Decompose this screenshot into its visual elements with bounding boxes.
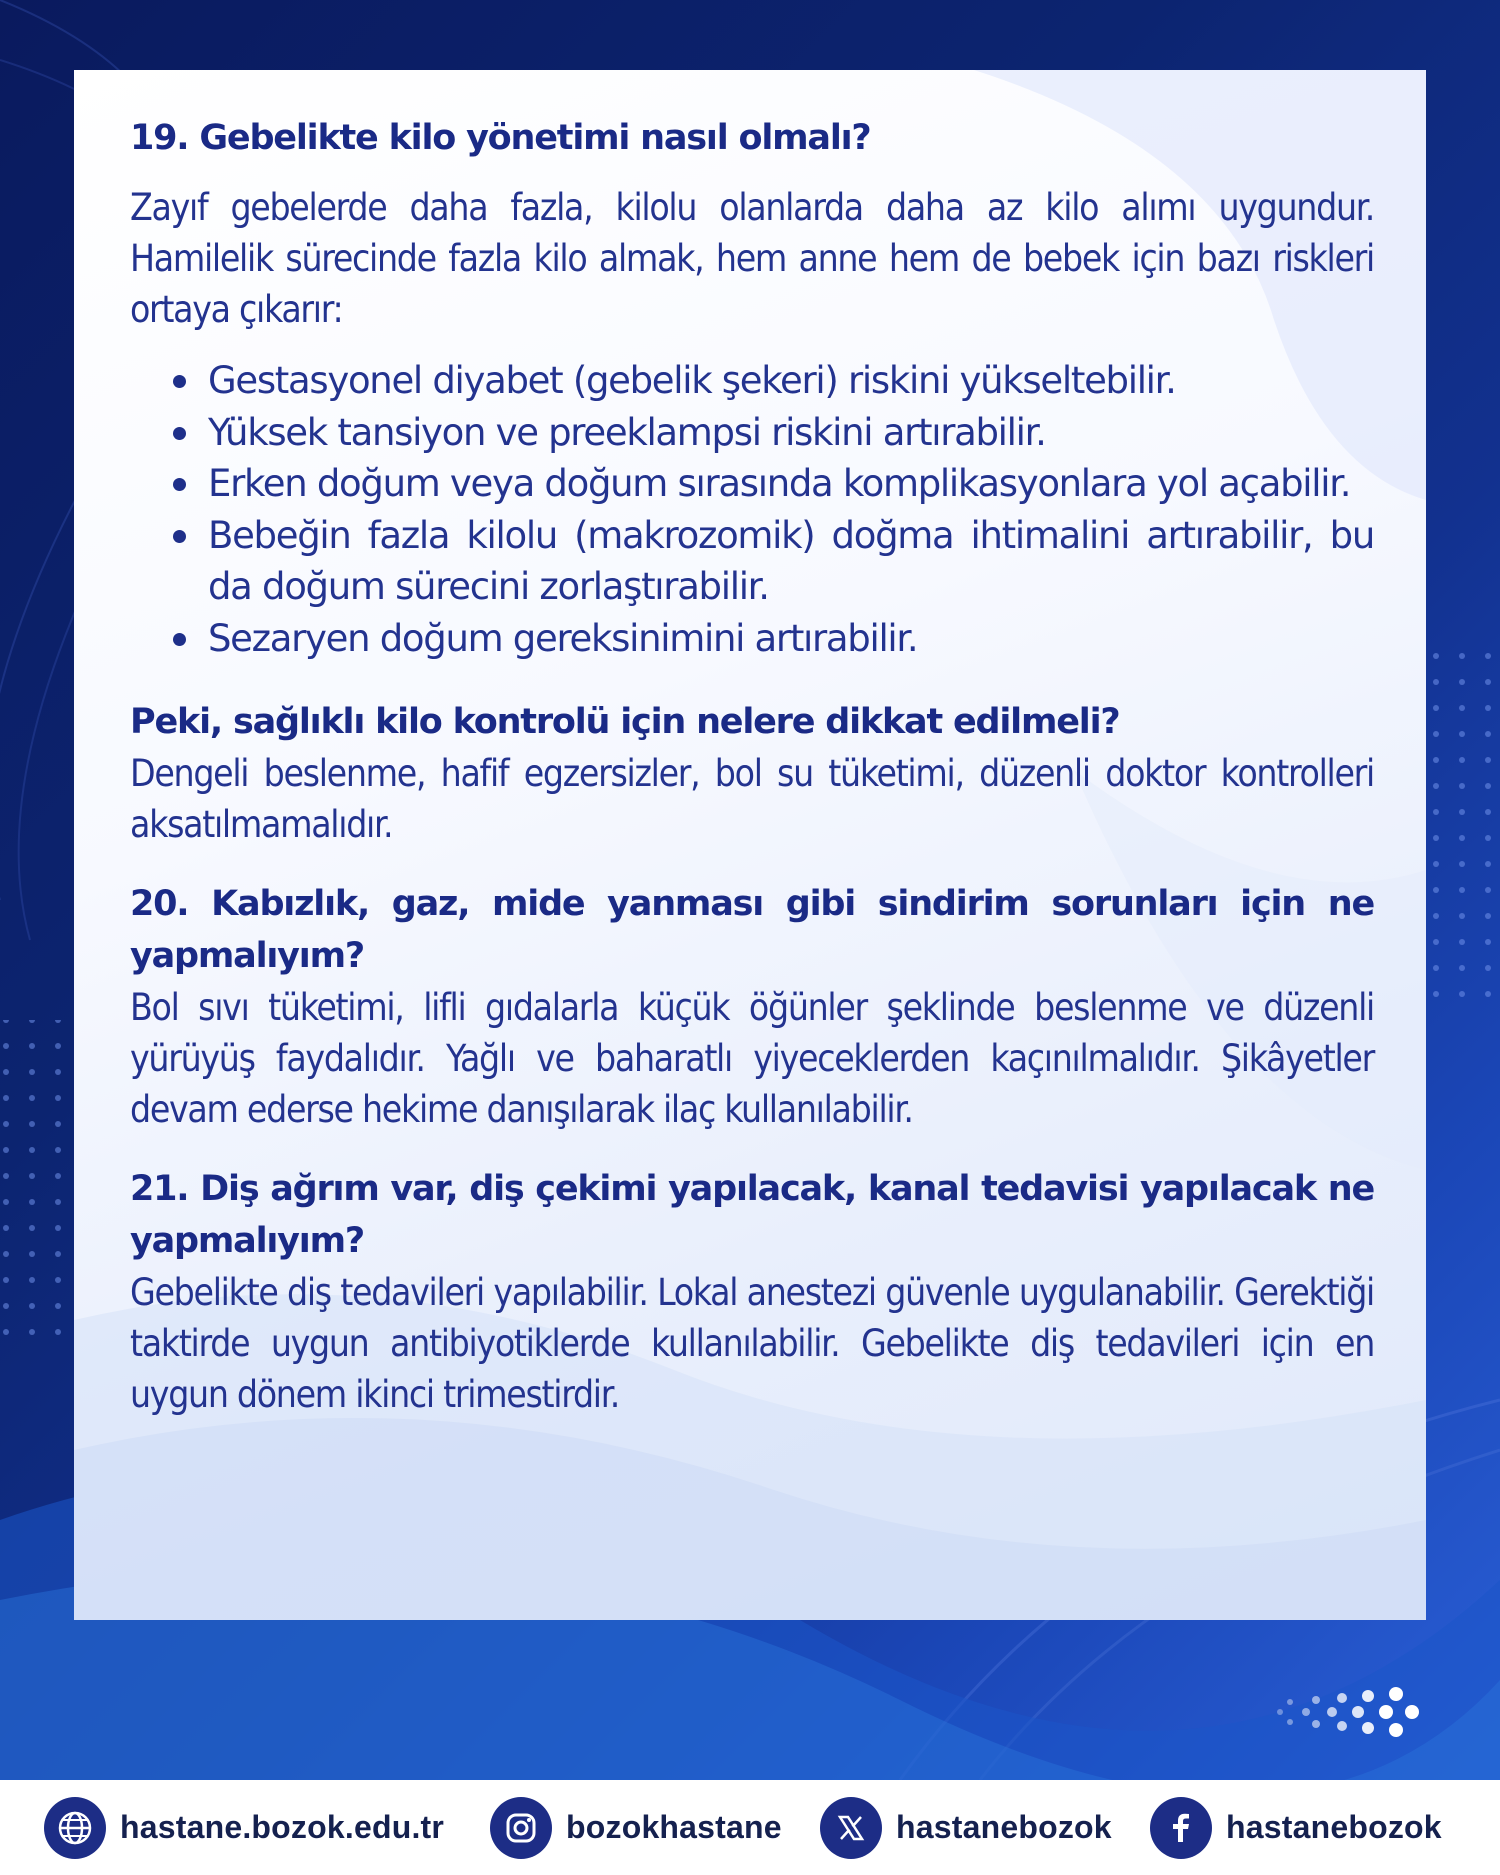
- dot-pattern-left: [0, 1020, 74, 1350]
- q19-heading: 19. Gebelikte kilo yönetimi nasıl olmalı?: [130, 118, 871, 158]
- website-link[interactable]: [44, 1780, 444, 1875]
- list-item: Bebeğin fazla kilolu (makrozomik) doğma ihtimalini artırabilir, bu da doğum sürecini zorlaştırabilir.: [130, 510, 1374, 613]
- article-content: [130, 112, 1374, 1420]
- facebook-link[interactable]: [1150, 1780, 1442, 1875]
- q20-heading: 20. Kabızlık, gaz, mide yanması gibi sindirim sorunları için ne yapmalıyım?: [130, 884, 1374, 976]
- list-item: Sezaryen doğum gereksinimini artırabilir.: [130, 613, 1374, 665]
- next-arrows-icon: [1272, 1682, 1432, 1742]
- facebook-label: hastanebozok: [1226, 1809, 1442, 1845]
- weight-control-body: Dengeli beslenme, hafif egzersizler, bol su tüketimi, düzenli doktor kontrolleri aksatılmamalıdır.: [130, 752, 1374, 846]
- content-card: [74, 70, 1426, 1620]
- x-label: hastanebozok: [896, 1809, 1112, 1845]
- facebook-icon: [1150, 1797, 1212, 1859]
- instagram-label: bozokhastane: [566, 1809, 782, 1845]
- bullet-icon: [173, 530, 186, 543]
- q19-risk-list: [130, 355, 1374, 664]
- x-link[interactable]: [820, 1780, 1112, 1875]
- q20-body: Bol sıvı tüketimi, lifli gıdalarla küçük öğünler şeklinde beslenme ve düzenli yürüyüş faydalıdır. Yağlı ve baharatlı yiyeceklerden kaçınılmalıdır. Şikâyetler devam ederse hekime danışılarak ilaç kullanılabilir.: [130, 986, 1374, 1131]
- weight-control-heading: Peki, sağlıklı kilo kontrolü için nelere dikkat edilmeli?: [130, 702, 1120, 742]
- instagram-icon: [490, 1797, 552, 1859]
- footer-contact-bar: [0, 1780, 1500, 1875]
- list-item: Gestasyonel diyabet (gebelik şekeri) riskini yükseltebilir.: [130, 355, 1374, 407]
- dot-pattern-right: [1430, 640, 1500, 1000]
- bullet-icon: [173, 633, 186, 646]
- bullet-icon: [173, 478, 186, 491]
- q19-intro: Zayıf gebelerde daha fazla, kilolu olanlarda daha az kilo alımı uygundur. Hamilelik sürecinde fazla kilo almak, hem anne hem de bebek için bazı riskleri ortaya çıkarır:: [130, 186, 1374, 331]
- q21-body: Gebelikte diş tedavileri yapılabilir. Lokal anestezi güvenle uygulanabilir. Gerektiği taktirde uygun antibiyotiklerde kullanılabilir. Gebelikte diş tedavileri için en uygun dönem ikinci trimestirdir.: [130, 1271, 1374, 1416]
- website-label: hastane.bozok.edu.tr: [120, 1809, 445, 1845]
- x-icon: [820, 1797, 882, 1859]
- bullet-icon: [173, 375, 186, 388]
- q21-heading: 21. Diş ağrım var, diş çekimi yapılacak, kanal tedavisi yapılacak ne yapmalıyım?: [130, 1169, 1374, 1261]
- list-item: Yüksek tansiyon ve preeklampsi riskini artırabilir.: [130, 407, 1374, 459]
- bullet-icon: [173, 427, 186, 440]
- list-item: Erken doğum veya doğum sırasında komplikasyonlara yol açabilir.: [130, 458, 1374, 510]
- instagram-link[interactable]: [490, 1780, 782, 1875]
- globe-icon: [44, 1797, 106, 1859]
